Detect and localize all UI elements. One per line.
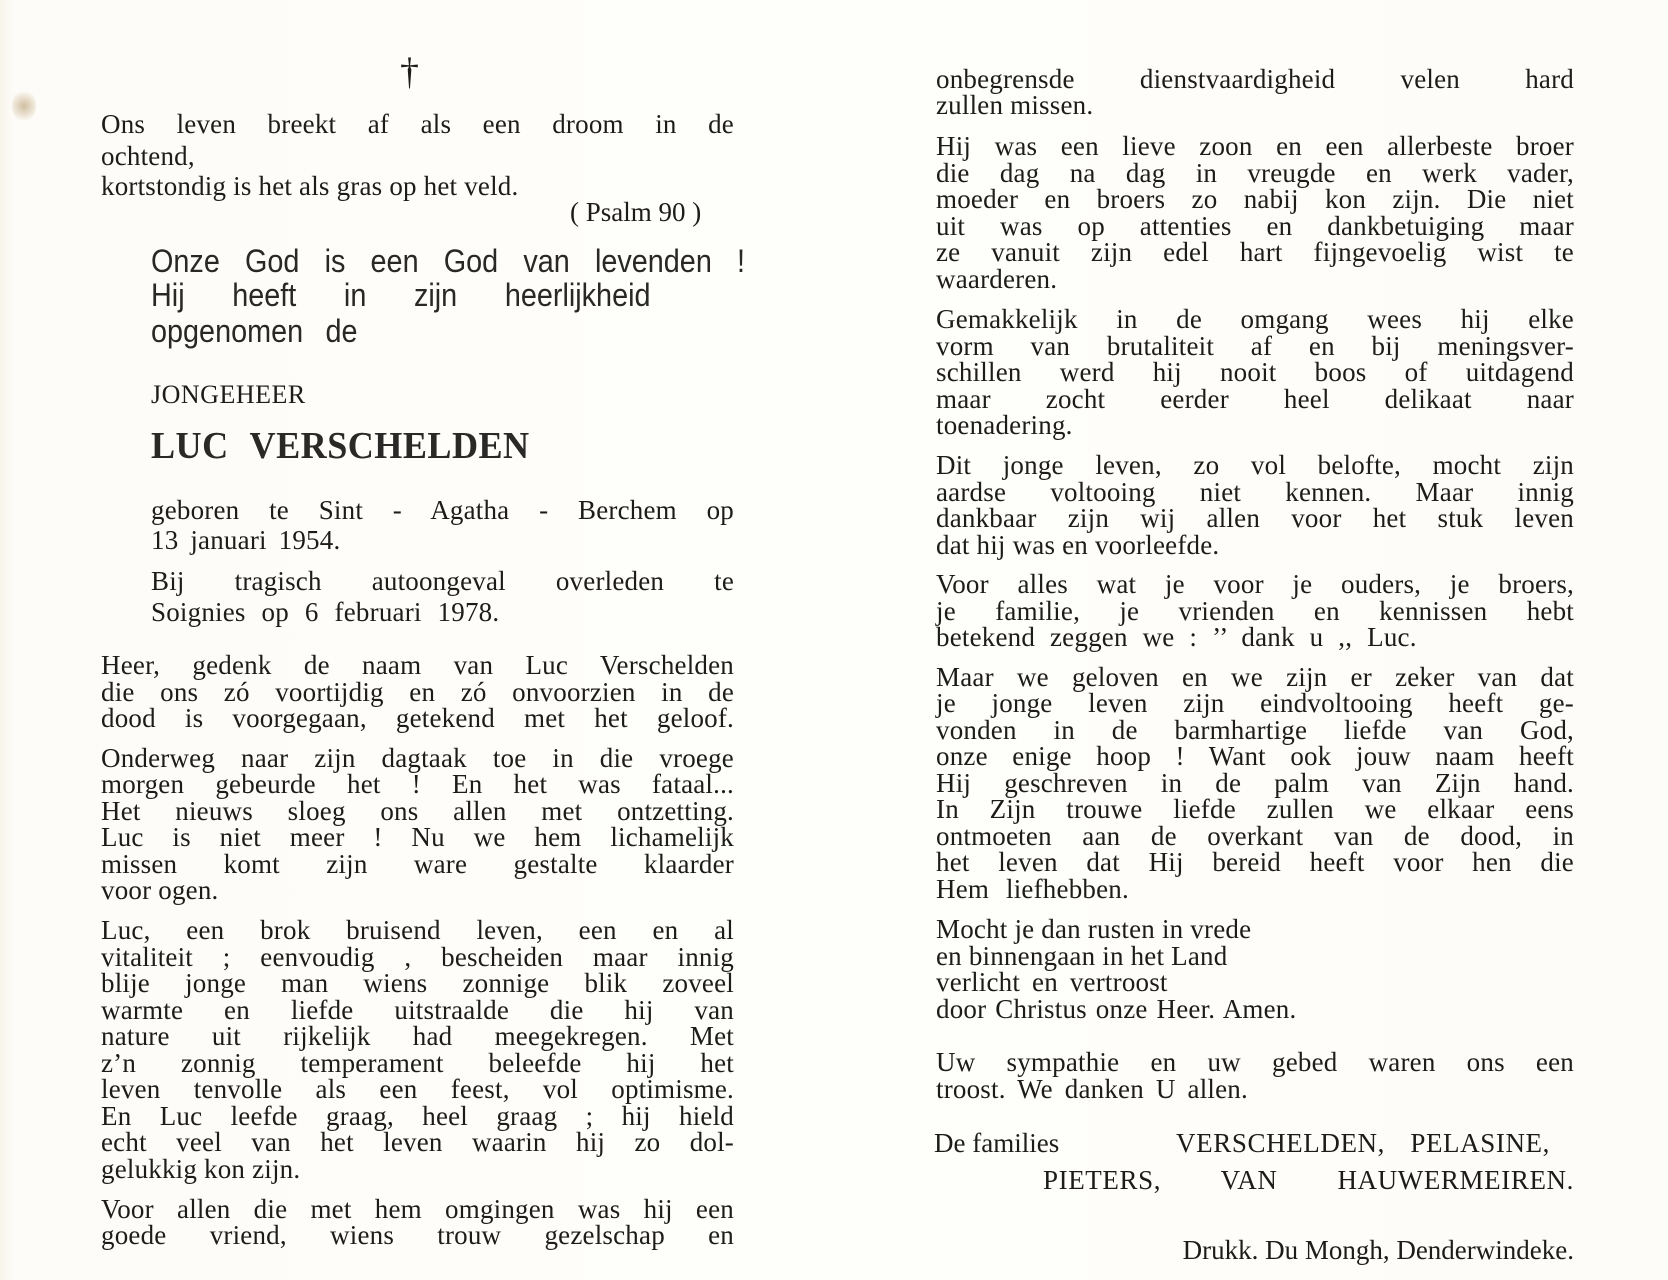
paragraph-line: echt veel van het leven waarin hij zo dol- (101, 1127, 734, 1157)
paragraph-line: waarderen. (936, 264, 1058, 294)
paragraph-line: je familie, je vrienden en kennissen hebt (936, 596, 1574, 626)
prayer-line: Mocht je dan rusten in vrede (936, 914, 1252, 944)
paragraph-line: gelukkig kon zijn. (101, 1154, 301, 1184)
paper-stain (12, 88, 36, 124)
paragraph-line: vonden in de barmhartige liefde van God, (936, 715, 1574, 745)
paragraph-line: Heer, gedenk de naam van Luc Verschelden (101, 650, 734, 680)
deceased-name (151, 425, 530, 467)
honorific-title: JONGEHEER (151, 380, 306, 409)
paragraph-line: die dag na dag in vreugde en werk vader, (936, 158, 1574, 188)
paragraph-line: morgen gebeurde het ! En het was fataal... (101, 769, 734, 799)
paragraph-line: Luc is niet meer ! Nu we hem lichamelijk (101, 822, 734, 852)
paragraph-line: toenadering. (936, 410, 1073, 440)
families-line-1 (934, 1129, 1550, 1157)
paragraph-line: Voor allen die met hem omgingen was hij een (101, 1194, 734, 1224)
birth-line: 13 januari 1954. (151, 525, 341, 555)
announcement-line: opgenomen de (151, 313, 358, 349)
paragraph-line: onbegrensde dienstvaardigheid velen hard (936, 64, 1574, 94)
paragraph-line: voor ogen. (101, 875, 219, 905)
paragraph-line: z’n zonnig temperament beleefde hij het (101, 1048, 734, 1078)
psalm-quote-line: ochtend, (101, 141, 195, 171)
paragraph-line: zullen missen. (936, 90, 1094, 120)
paragraph-line: dat hij was en voorleefde. (936, 530, 1220, 560)
paragraph-line: Hij geschreven in de palm van Zijn hand. (936, 768, 1574, 798)
paragraph-line: Luc, een brok bruisend leven, een en al (101, 915, 734, 945)
prayer-line: verlicht en vertroost (936, 967, 1168, 997)
psalm-quote-line: kortstondig is het als gras op het veld. (101, 171, 519, 201)
paragraph-line: blije jonge man wiens zonnige blik zoveel (101, 968, 734, 998)
paragraph-line: Hij was een lieve zoon en een allerbeste broer (936, 131, 1574, 161)
paragraph-line: dood is voorgegaan, getekend met het geloof. (101, 703, 734, 733)
paragraph-line: dankbaar zijn wij allen voor het stuk leven (936, 503, 1574, 533)
paragraph-line: schillen werd hij nooit boos of uitdagend (936, 357, 1574, 387)
paragraph-line: In Zijn trouwe liefde zullen we elkaar eens (936, 794, 1574, 824)
paragraph-line: Maar we geloven en we zijn er zeker van dat (936, 662, 1574, 692)
paragraph-line: onze enige hoop ! Want ook jouw naam heeft (936, 741, 1574, 771)
first-name: LUC (151, 425, 229, 467)
paragraph-line: Dit jonge leven, zo vol belofte, mocht zijn (936, 450, 1574, 480)
paragraph-line: En Luc leefde graag, heel graag ; hij hield (101, 1101, 734, 1131)
paragraph-line: ontmoeten aan de overkant van de dood, in (936, 821, 1574, 851)
paragraph-line: Gemakkelijk in de omgang wees hij elke (936, 304, 1574, 334)
families-intro: De families (934, 1128, 1060, 1158)
paragraph-line: uit was op attenties en dankbetuiging maar (936, 211, 1574, 241)
families-names-2: PIETERS, VAN HAUWERMEIREN. (1043, 1165, 1574, 1195)
paragraph-line: vitaliteit ; eenvoudig , bescheiden maar innig (101, 942, 734, 972)
psalm-reference: ( Psalm 90 ) (570, 197, 702, 227)
paragraph-line: je jonge leven zijn eindvoltooing heeft ge- (936, 688, 1574, 718)
birth-line: geboren te Sint - Agatha - Berchem op (151, 495, 734, 525)
psalm-quote-line: Ons leven breekt af als een droom in de (101, 109, 734, 139)
announcement-line: Hij heeft in zijn heerlijkheid (151, 277, 651, 313)
death-line: Soignies op 6 februari 1978. (151, 597, 500, 627)
paragraph-line: die ons zó voortijdig en zó onvoorzien in de (101, 677, 734, 707)
last-name: VERSCHELDEN (249, 425, 530, 467)
latin-cross-icon: † (400, 51, 419, 93)
paragraph-line: nature uit rijkelijk had meegekregen. Met (101, 1021, 734, 1051)
announcement-line: Onze God is een God van levenden ! (151, 243, 745, 279)
paragraph-line: goede vriend, wiens trouw gezelschap en (101, 1220, 734, 1250)
paragraph-line: Voor alles wat je voor je ouders, je broers, (936, 569, 1574, 599)
paragraph-line: leven tenvolle als een feest, vol optimisme. (101, 1074, 734, 1104)
paragraph-line: vorm van brutaliteit af en bij meningsver- (936, 331, 1574, 361)
paragraph-line: aardse voltooing niet kennen. Maar innig (936, 477, 1574, 507)
paragraph-line: Het nieuws sloeg ons allen met ontzetting. (101, 796, 734, 826)
paragraph-line: maar zocht eerder heel delikaat naar (936, 384, 1574, 414)
thanks-line: Uw sympathie en uw gebed waren ons een (936, 1047, 1574, 1077)
paragraph-line: Hem liefhebben. (936, 874, 1129, 904)
death-line: Bij tragisch autoongeval overleden te (151, 566, 734, 596)
paragraph-line: Onderweg naar zijn dagtaak toe in die vroege (101, 743, 734, 773)
families-names-1: VERSCHELDEN, PELASINE, (1176, 1128, 1550, 1158)
paragraph-line: ze vanuit zijn edel hart fijngevoelig wist te (936, 237, 1574, 267)
paragraph-line: betekend zeggen we : ’’ dank u ,, Luc. (936, 622, 1417, 652)
prayer-line: door Christus onze Heer. Amen. (936, 994, 1297, 1024)
paragraph-line: moeder en broers zo nabij kon zijn. Die niet (936, 184, 1574, 214)
paragraph-line: missen komt zijn ware gestalte klaarder (101, 849, 734, 879)
prayer-line: en binnengaan in het Land (936, 941, 1228, 971)
thanks-line: troost. We danken U allen. (936, 1074, 1248, 1104)
printer-credit: Drukk. Du Mongh, Denderwindeke. (1182, 1235, 1574, 1265)
paragraph-line: warmte en liefde uitstraalde die hij van (101, 995, 734, 1025)
paragraph-line: het leven dat Hij bereid heeft voor hen die (936, 847, 1574, 877)
